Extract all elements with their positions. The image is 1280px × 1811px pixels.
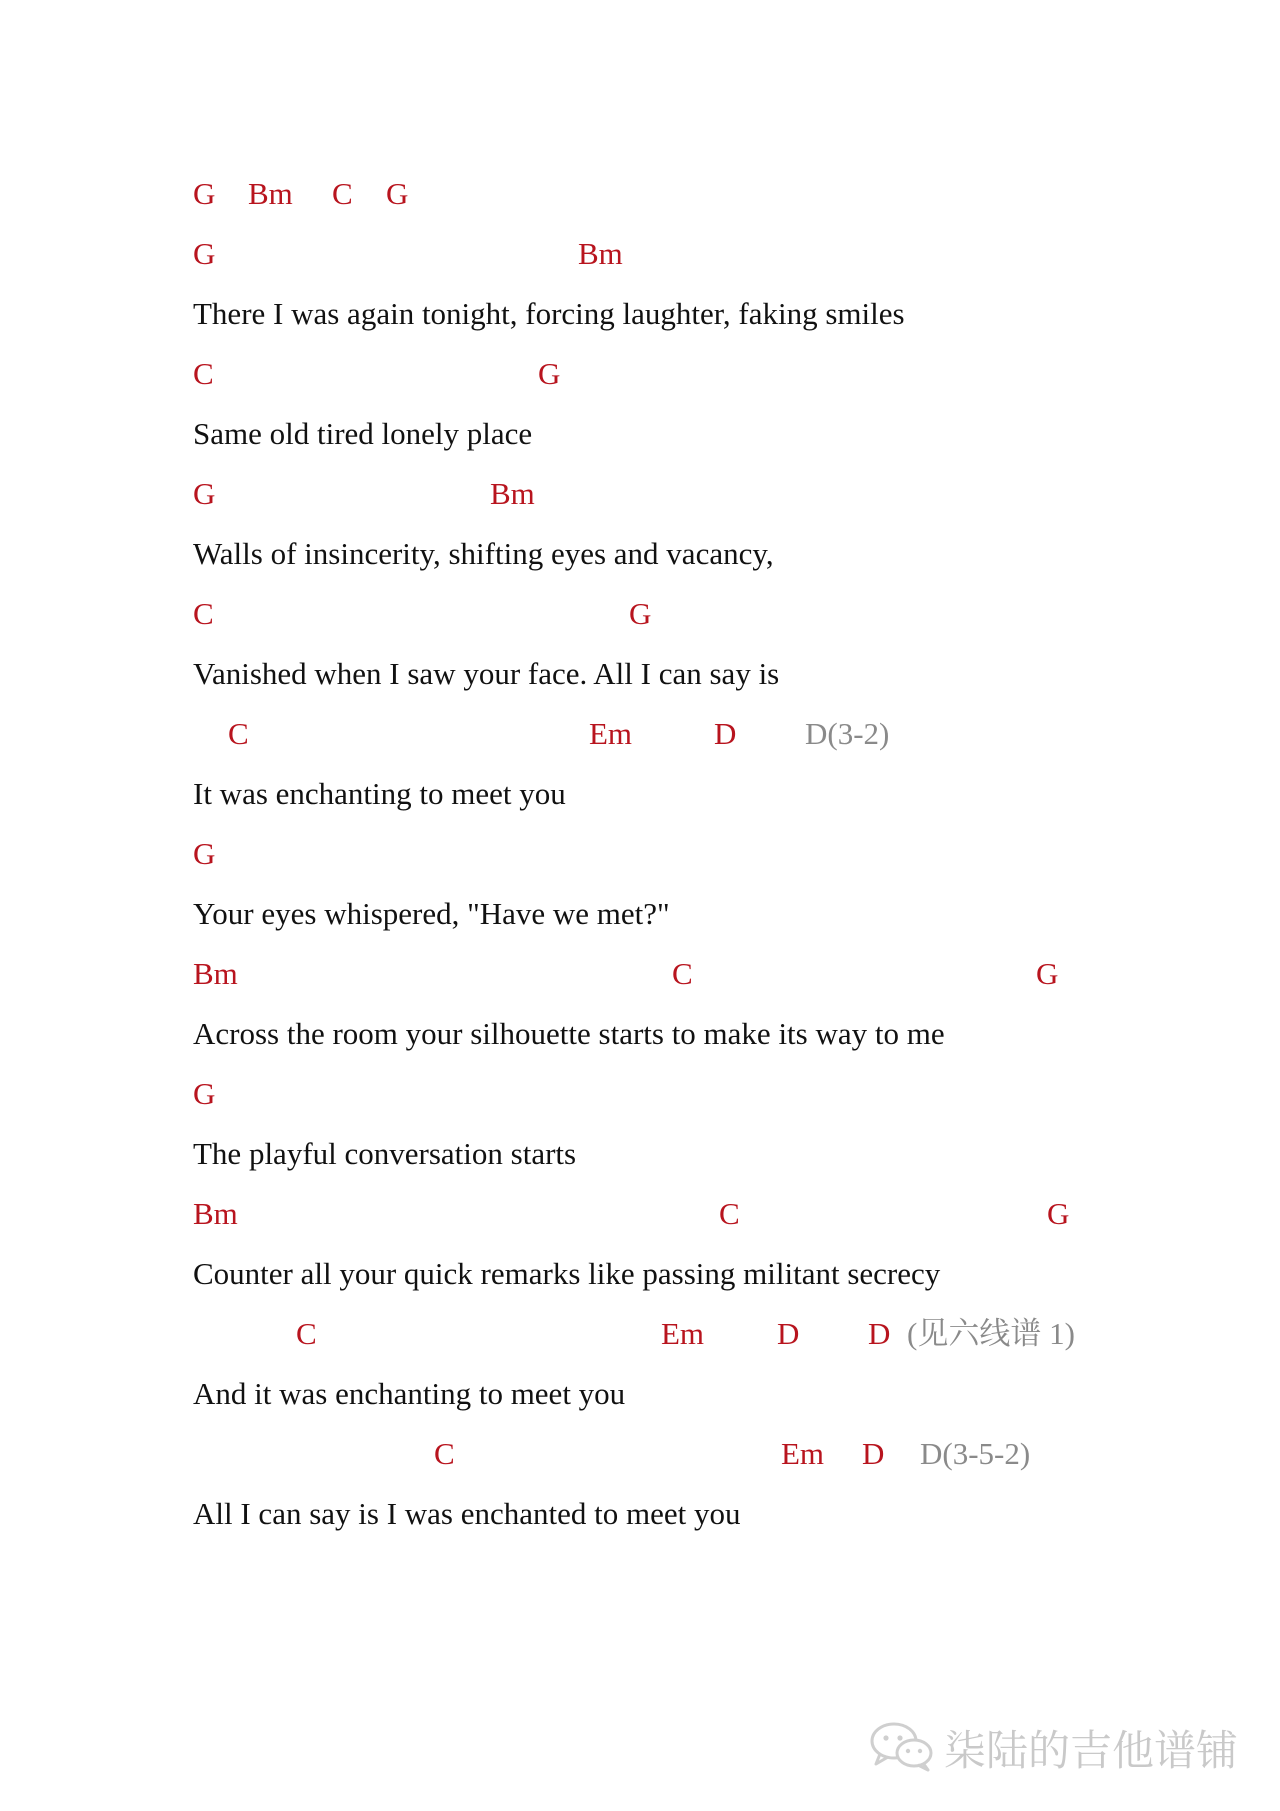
chord: C [193,356,214,391]
lyric-line: All I can say is I was enchanted to meet you [193,1496,741,1531]
chord-fingering-note: D(3-2) [805,716,890,751]
chord: C [296,1316,317,1351]
chord: Bm [248,176,293,211]
chord: D [714,716,737,751]
chord: G [193,236,216,271]
chord: D [868,1316,891,1351]
chord: G [193,176,216,211]
lyric-line: Walls of insincerity, shifting eyes and vacancy, [193,536,774,571]
chord: G [538,356,561,391]
chord: C [672,956,693,991]
chord: D [862,1436,885,1471]
chord: Bm [578,236,623,271]
chord: C [719,1196,740,1231]
tab-reference-note: (见六线谱 1) [907,1316,1075,1351]
chord-fingering-note: D(3-5-2) [920,1436,1031,1471]
chord: Em [781,1436,825,1471]
chord: C [332,176,353,211]
lyric-line: It was enchanting to meet you [193,776,566,811]
chord: G [1036,956,1059,991]
wechat-icon [868,1720,936,1777]
chord: G [1047,1196,1070,1231]
lyric-line: There I was again tonight, forcing laughter, faking smiles [193,296,905,331]
chord: D [777,1316,800,1351]
lyric-line: Across the room your silhouette starts to make its way to me [193,1016,945,1051]
lyric-line: The playful conversation starts [193,1136,577,1171]
chord: Em [661,1316,705,1351]
chord: G [193,836,216,871]
chord: G [193,476,216,511]
lyric-line: And it was enchanting to meet you [193,1376,626,1411]
chord: Em [589,716,633,751]
chord: C [193,596,214,631]
chord: Bm [193,1196,238,1231]
lyric-line: Counter all your quick remarks like passing militant secrecy [193,1256,941,1291]
chord: G [193,1076,216,1111]
chord: C [434,1436,455,1471]
chord: C [228,716,249,751]
lyric-line: Your eyes whispered, "Have we met?" [193,896,670,931]
chord: G [386,176,409,211]
chord: G [629,596,652,631]
lyric-line: Vanished when I saw your face. All I can say is [193,656,780,691]
chord: Bm [490,476,535,511]
chord: Bm [193,956,238,991]
watermark-text: 柒陆的吉他谱铺 [943,1726,1238,1775]
lyric-line: Same old tired lonely place [193,416,533,451]
watermark [868,1718,1238,1778]
